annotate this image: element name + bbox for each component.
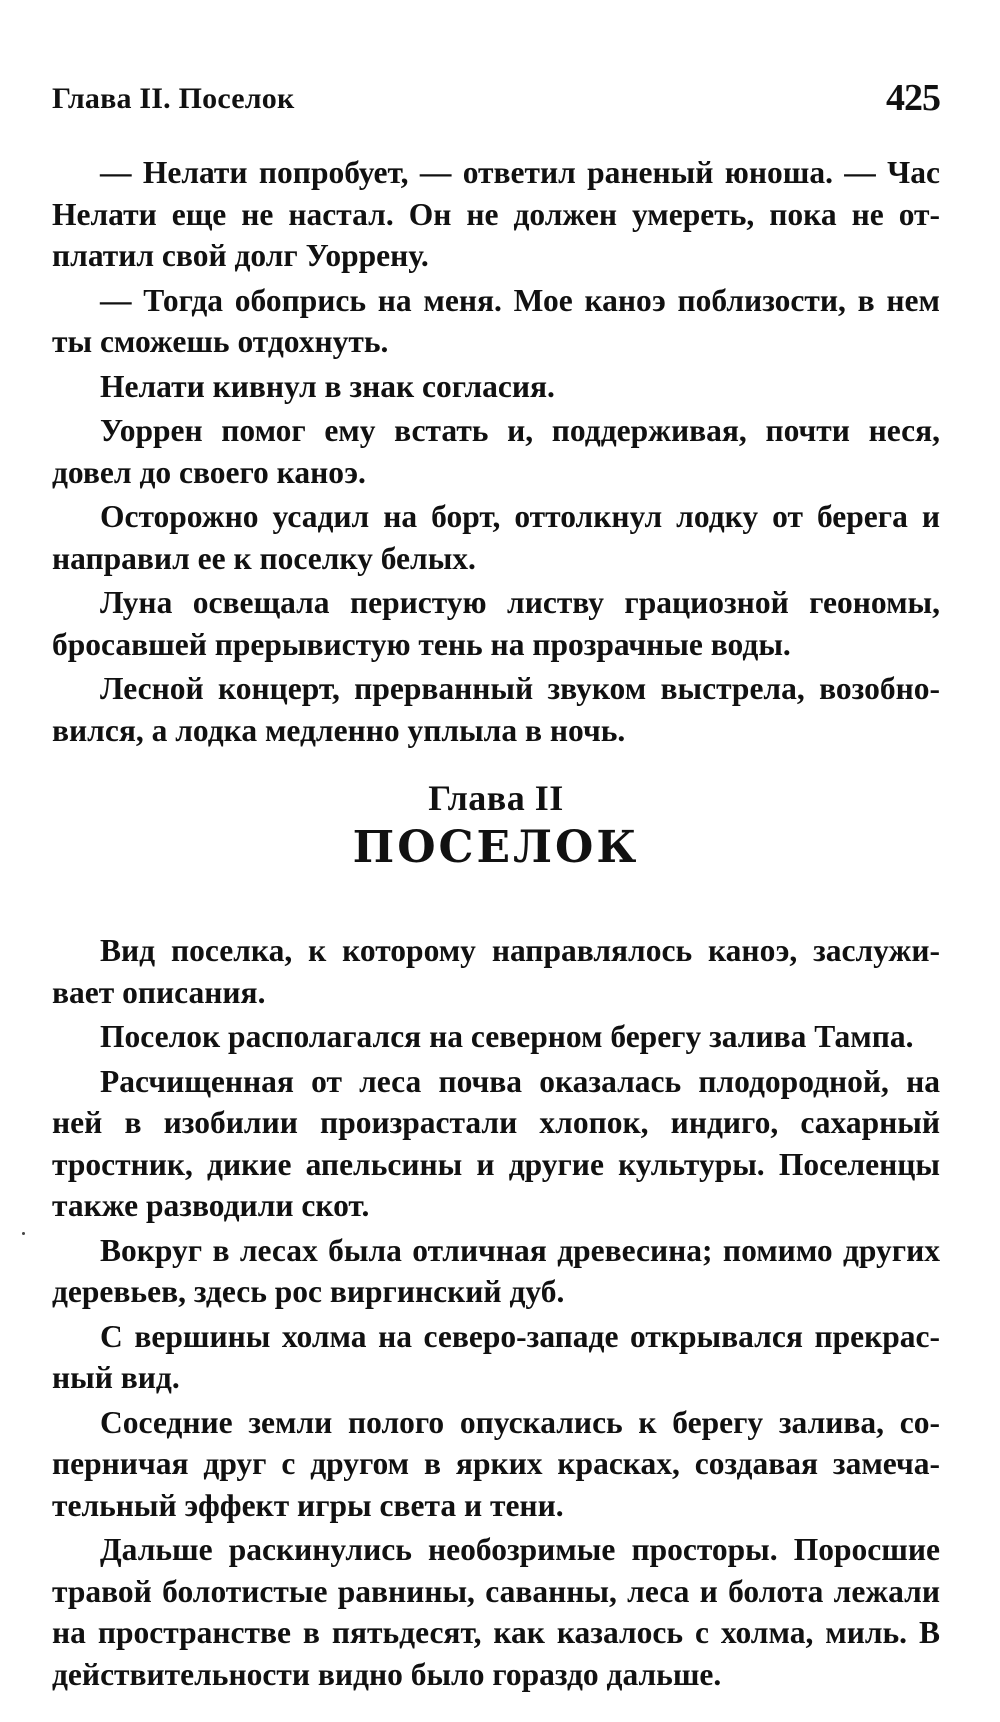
- running-title: Глава II. Поселок: [52, 82, 295, 115]
- page-number: 425: [886, 77, 940, 119]
- paragraph: Осторожно усадил на борт, оттолкнул лодку от берега и направил ее к поселку белых.: [52, 499, 940, 576]
- paragraph: Поселок располагался на северном берегу залива Тампа.: [100, 1019, 914, 1054]
- paragraph: Вид поселка, к которому направлялось каноэ, заслуживает описания.: [52, 933, 940, 1010]
- book-page: [52, 0, 940, 1722]
- text-before-chapter: [52, 152, 940, 754]
- paragraph: Расчищенная от леса почва оказалась плодородной, на ней в изобилии произрастали хлопок, индиго, сахарный тростник, дикие апельсины и другие культуры. Поселенцы также разводили скот.: [52, 1063, 940, 1223]
- chapter-title: ПОСЕЛОК: [352, 822, 640, 873]
- paragraph: Дальше раскинулись необозримые просторы. Поросшие травой болотистые равнины, саванны, леса и болота лежали на пространстве в пятьдесят, как казалось с холма, миль. В действительности видно было гораздо дальше.: [52, 1532, 940, 1692]
- scan-speck: [22, 1232, 25, 1235]
- paragraph: С вершины холма на северо-западе открывался прекрасный вид.: [52, 1318, 940, 1395]
- paragraph: Лесной концерт, прерванный звуком выстрела, возобновился, а лодка медленно уплыла в ночь.: [52, 671, 940, 748]
- paragraph: — Тогда обопрись на меня. Мое каноэ поблизости, в нем ты сможешь отдохнуть.: [52, 282, 940, 359]
- running-head: [52, 76, 940, 122]
- paragraph: Нелати кивнул в знак согласия.: [100, 368, 555, 404]
- paragraph: Уоррен помог ему встать и, поддерживая, почти неся, довел до своего каноэ.: [52, 413, 940, 490]
- chapter-heading: [52, 776, 940, 876]
- text-after-chapter: [52, 930, 940, 1698]
- paragraph: Луна освещала перистую листву грациозной геономы, бросавшей прерывистую тень на прозрачные воды.: [52, 585, 940, 662]
- paragraph: Вокруг в лесах была отличная древесина; помимо других деревьев, здесь рос виргинский дуб.: [52, 1232, 940, 1309]
- paragraph: Соседние земли полого опускались к берегу залива, соперничая друг с другом в ярких красках, создавая замечательный эффект игры света и тени.: [52, 1404, 940, 1523]
- chapter-label: Глава II: [428, 778, 564, 818]
- paragraph: — Нелати попробует, — ответил раненый юноша. — Час Нелати еще не настал. Он не должен умереть, пока не отплатил свой долг Уоррену.: [52, 155, 940, 273]
